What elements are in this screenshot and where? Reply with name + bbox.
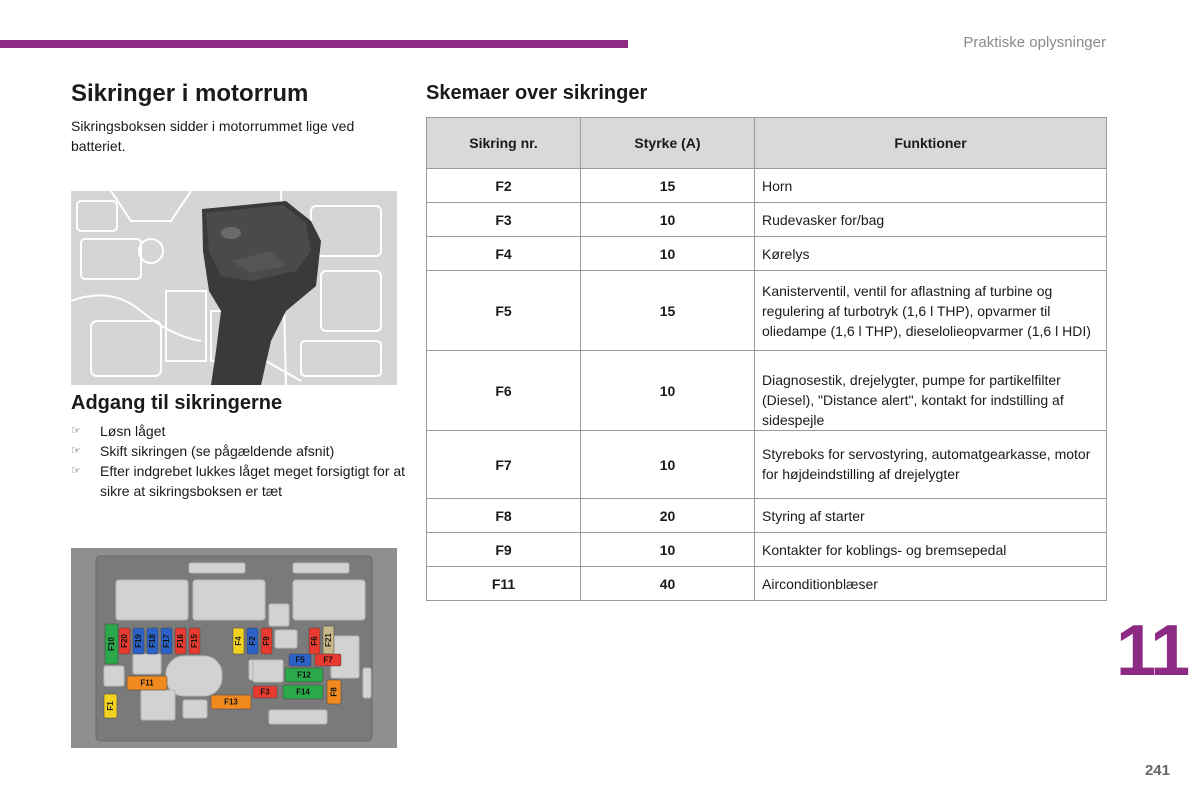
fusebox-drawing <box>71 548 397 748</box>
function-cell: Diagnosestik, drejelygter, pumpe for partikelfilter (Diesel), "Distance alert", kontakt for indstilling af sidespejle <box>755 351 1107 431</box>
page-title: Sikringer i motorrum <box>71 80 309 107</box>
fuse-label: F10 <box>107 637 116 651</box>
fuse-label: F3 <box>260 687 270 697</box>
fuse-cell: F3 <box>427 203 581 237</box>
function-cell: Styreboks for servostyring, automatgearkasse, motor for højdeindstilling af drejelygter <box>755 431 1107 499</box>
amp-cell: 10 <box>581 237 755 271</box>
function-cell: Styring af starter <box>755 499 1107 533</box>
amp-cell: 10 <box>581 431 755 499</box>
fuse-label: F20 <box>120 634 129 648</box>
table-heading: Skemaer over sikringer <box>426 82 648 104</box>
fuse-cell: F9 <box>427 533 581 567</box>
table-row <box>427 169 1107 203</box>
amp-cell: 10 <box>581 351 755 431</box>
engine-bay-illustration <box>71 191 397 385</box>
access-heading: Adgang til sikringerne <box>71 392 283 414</box>
amp-cell: 15 <box>581 169 755 203</box>
col-header-functions: Funktioner <box>755 118 1107 169</box>
engine-bay-drawing <box>71 191 397 385</box>
table-row <box>427 431 1107 499</box>
fuse-label: F12 <box>297 670 311 680</box>
header-accent-bar <box>0 40 628 48</box>
fuse-label: F17 <box>162 634 171 648</box>
fuse-label: F21 <box>324 633 333 647</box>
table-row <box>427 271 1107 351</box>
amp-cell: 10 <box>581 533 755 567</box>
intro-text: Sikringsboksen sidder i motorrummet lige ved batteriet. <box>71 118 355 154</box>
fuse-label: F2 <box>248 636 257 646</box>
fusebox-diagram <box>71 548 397 748</box>
fuse-label: F18 <box>148 634 157 648</box>
table-row <box>427 499 1107 533</box>
fuse-label: F15 <box>190 634 199 648</box>
table-row <box>427 203 1107 237</box>
function-cell: Rudevasker for/bag <box>755 203 1107 237</box>
function-cell: Kanisterventil, ventil for aflastning af turbine og regulering af turbotryk (1,6 l THP), opvarmer til oliedampe (1,6 l THP), dieselolieopvarmer (1,6 l HDI) <box>755 271 1107 351</box>
fuse-label: F11 <box>140 678 154 688</box>
fuse-cell: F8 <box>427 499 581 533</box>
step-text: Efter indgrebet lukkes låget meget forsigtigt for at sikre at sikringsboksen er tæt <box>100 463 406 499</box>
fuse-label: F7 <box>323 655 333 665</box>
amp-cell: 40 <box>581 567 755 601</box>
fuse-label: F1 <box>106 701 115 711</box>
list-item <box>71 421 406 441</box>
fuse-label: F14 <box>296 687 310 697</box>
function-cell: Airconditionblæser <box>755 567 1107 601</box>
function-cell: Kørelys <box>755 237 1107 271</box>
list-item <box>71 441 406 461</box>
fuse-label: F9 <box>262 636 271 646</box>
fuse-cell: F7 <box>427 431 581 499</box>
fuse-cell: F4 <box>427 237 581 271</box>
page-number: 241 <box>1144 762 1170 779</box>
step-text: Skift sikringen (se pågældende afsnit) <box>100 443 335 459</box>
amp-cell: 20 <box>581 499 755 533</box>
col-header-fuse: Sikring nr. <box>427 118 581 169</box>
fuse-table <box>426 117 1107 601</box>
amp-cell: 15 <box>581 271 755 351</box>
list-item <box>71 461 406 501</box>
section-label: Praktiske oplysninger <box>963 34 1106 51</box>
fuse-label: F19 <box>134 634 143 648</box>
amp-cell: 10 <box>581 203 755 237</box>
chapter-number: 11 <box>1116 611 1189 691</box>
table-row <box>427 533 1107 567</box>
pointer-icon: ☞ <box>71 465 81 477</box>
step-text: Løsn låget <box>100 423 166 439</box>
fuse-cell: F2 <box>427 169 581 203</box>
fuse-cell: F6 <box>427 351 581 431</box>
function-cell: Kontakter for koblings- og bremsepedal <box>755 533 1107 567</box>
table-row <box>427 567 1107 601</box>
table-header-row <box>427 118 1107 169</box>
fuse-label: F8 <box>329 687 339 697</box>
fuse-label: F16 <box>176 634 185 648</box>
access-steps <box>71 421 406 501</box>
fuse-cell: F5 <box>427 271 581 351</box>
fuse-label: F13 <box>224 697 238 707</box>
col-header-strength: Styrke (A) <box>581 118 755 169</box>
pointer-icon: ☞ <box>71 425 81 437</box>
fuse-label: F5 <box>295 655 305 665</box>
function-cell: Horn <box>755 169 1107 203</box>
fuse-label: F6 <box>310 636 319 646</box>
fuse-cell: F11 <box>427 567 581 601</box>
table-row <box>427 237 1107 271</box>
fuse-label: F4 <box>234 636 243 646</box>
pointer-icon: ☞ <box>71 445 81 457</box>
table-row <box>427 351 1107 431</box>
